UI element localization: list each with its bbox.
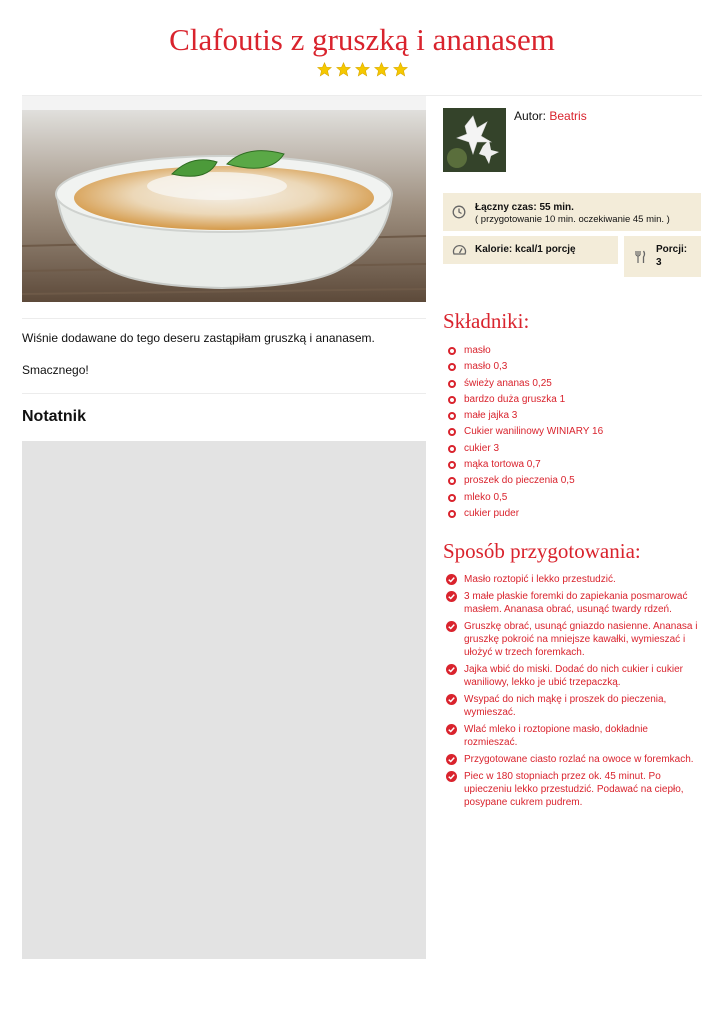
recipe-title: Clafoutis z gruszką i ananasem	[169, 22, 555, 57]
ingredient-item	[448, 457, 698, 473]
ingredient-item	[448, 408, 698, 424]
step-text: Piec w 180 stopniach przez ok. 45 minut. Po upieczeniu lekko przestudzić. Podawać na ciepło, posypane cukrem pudrem.	[464, 771, 684, 808]
preparation-step	[446, 770, 702, 809]
author-label: Autor:	[514, 109, 547, 123]
total-time-box	[443, 193, 701, 231]
ingredient-item	[448, 343, 698, 359]
ingredient-item	[448, 392, 698, 408]
calories-label: Kalorie: kcal/1 porcję	[475, 244, 576, 255]
cutlery-icon	[634, 250, 646, 264]
circle-bullet-icon	[448, 510, 456, 518]
calories-box	[443, 236, 618, 264]
author-line	[514, 109, 587, 123]
portions-box	[624, 236, 701, 277]
star-icon	[355, 62, 370, 77]
star-icon	[374, 62, 389, 77]
ingredient-text: masło	[464, 345, 491, 356]
check-circle-icon	[446, 724, 457, 735]
star-icon	[393, 62, 408, 77]
circle-bullet-icon	[448, 477, 456, 485]
ingredient-item	[448, 441, 698, 457]
ingredient-item	[448, 424, 698, 440]
ingredient-text: proszek do pieczenia 0,5	[464, 475, 575, 487]
preparation-title: Sposób przygotowania:	[443, 539, 641, 563]
check-circle-icon	[446, 664, 457, 675]
notes-title: Notatnik	[22, 408, 86, 425]
ingredient-item	[448, 506, 698, 522]
circle-bullet-icon	[448, 347, 456, 355]
check-circle-icon	[446, 621, 457, 632]
step-text: 3 małe płaskie foremki do zapiekania posmarować masłem. Ananasa obrać, usunąć twardy rdzeń.	[464, 591, 688, 615]
step-text: Wlać mleko i roztopione masło, dokładnie rozmieszać.	[464, 724, 648, 748]
notes-area	[22, 441, 426, 959]
gauge-icon	[452, 243, 467, 257]
circle-bullet-icon	[448, 412, 456, 420]
ingredient-text: mleko 0,5	[464, 491, 508, 503]
description-line: Wiśnie dodawane do tego deseru zastąpiłam gruszką i ananasem.	[22, 331, 375, 345]
preparation-step	[446, 753, 702, 766]
ingredient-text: cukier puder	[464, 507, 520, 519]
circle-bullet-icon	[448, 494, 456, 502]
preparation-step	[446, 590, 702, 616]
author-avatar	[443, 108, 506, 172]
circle-bullet-icon	[448, 380, 456, 388]
portions-value: 3	[656, 257, 662, 268]
ingredient-item	[448, 359, 698, 375]
circle-bullet-icon	[448, 363, 456, 371]
rating-stars	[0, 62, 724, 77]
circle-bullet-icon	[448, 428, 456, 436]
circle-bullet-icon	[448, 396, 456, 404]
preparation-step	[446, 573, 702, 586]
ingredient-item	[448, 473, 698, 489]
check-circle-icon	[446, 694, 457, 705]
ingredient-text: świeży ananas 0,25	[464, 377, 552, 389]
ingredient-text: masło 0,3	[464, 361, 508, 373]
portions-label: Porcji:	[656, 244, 688, 255]
recipe-photo	[22, 96, 426, 302]
check-circle-icon	[446, 771, 457, 782]
step-text: Jajka wbić do miski. Dodać do nich cukier i cukier waniliowy, lekko je ubić trzepaczką.	[464, 664, 683, 688]
ingredient-item	[448, 490, 698, 506]
total-time-label: Łączny czas: 55 min.	[475, 202, 574, 213]
ingredient-item	[448, 376, 698, 392]
ingredient-text: Cukier wanilinowy WINIARY 16	[464, 426, 604, 438]
recipe-description	[22, 318, 426, 394]
check-circle-icon	[446, 591, 457, 602]
preparation-step	[446, 620, 702, 659]
star-icon	[336, 62, 351, 77]
author-name-link[interactable]: Beatris	[549, 109, 587, 123]
ingredient-text: mąka tortowa 0,7	[464, 459, 541, 471]
preparation-step	[446, 663, 702, 689]
step-text: Masło roztopić i lekko przestudzić.	[464, 574, 616, 585]
preparation-step	[446, 693, 702, 719]
ingredient-text: bardzo duża gruszka 1	[464, 393, 566, 405]
ingredients-title: Składniki:	[443, 309, 530, 333]
clock-icon	[452, 205, 466, 219]
time-detail: ( przygotowanie 10 min. oczekiwanie 45 min. )	[475, 214, 670, 225]
preparation-steps	[446, 573, 702, 813]
step-text: Przygotowane ciasto rozlać na owoce w foremkach.	[464, 754, 694, 765]
check-circle-icon	[446, 574, 457, 585]
description-line: Smacznego!	[22, 363, 89, 377]
preparation-step	[446, 723, 702, 749]
ingredient-text: małe jajka 3	[464, 410, 518, 422]
circle-bullet-icon	[448, 461, 456, 469]
ingredient-text: cukier 3	[464, 442, 500, 454]
step-text: Wsypać do nich mąkę i proszek do pieczenia, wymieszać.	[464, 694, 667, 718]
step-text: Gruszkę obrać, usunąć gniazdo nasienne. Ananasa i gruszkę pokroić na mniejsze kawałki, wymieszać i ułożyć w trzech foremkach.	[464, 621, 698, 658]
ingredients-list	[448, 343, 698, 522]
star-icon	[317, 62, 332, 77]
circle-bullet-icon	[448, 445, 456, 453]
check-circle-icon	[446, 754, 457, 765]
